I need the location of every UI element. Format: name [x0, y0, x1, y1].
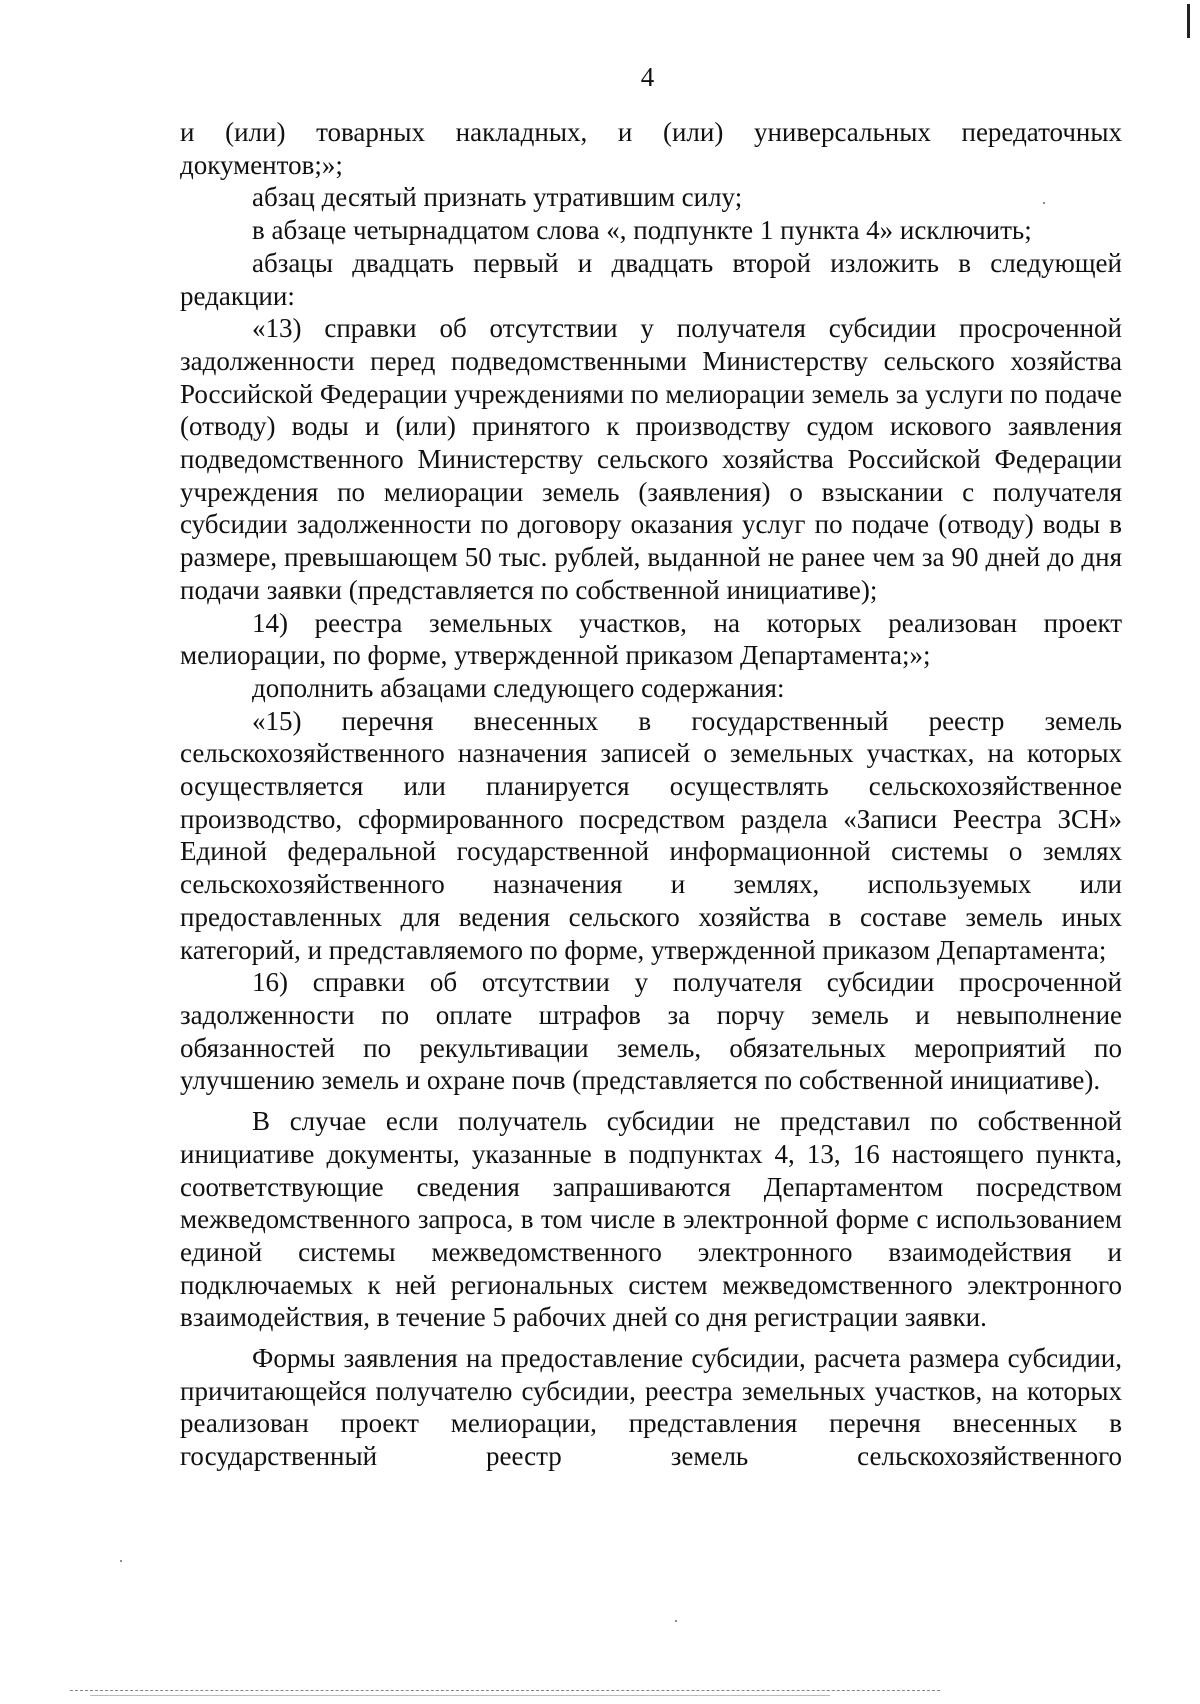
scan-speck — [120, 1560, 122, 1562]
scan-speck — [1043, 202, 1045, 204]
page-number: 4 — [640, 62, 655, 92]
bottom-scan-line — [70, 1690, 940, 1691]
paragraph-2: абзац десятый признать утратившим силу; — [252, 182, 743, 213]
scan-speck — [675, 1620, 677, 1622]
paragraph-6: 14) реестра земельных участков, на которых реализован проект мелиорации, по форме, утвержденной приказом Департамента;»; — [180, 607, 1122, 671]
paragraph-9: 16) справки об отсутствии у получателя субсидии просроченной задолженности по оплате штрафов за порчу земель и невыполнение обязанностей по рекультивации земель, обязательных мероприятий по улучшению земель и охране почв (представляется по собственной инициативе). — [180, 967, 1122, 1096]
paragraph-5: «13) справки об отсутствии у получателя субсидии просроченной задолженности перед подведомственными Министерству сельского хозяйства Российской Федерации учреждениями по мелиорации земель за услуги по подаче (отводу) воды и (или) принятого к производству судом искового заявления подведомственного Министерству сельского хозяйства Российской Федерации учреждения по мелиорации земель (заявления) о взыскании с получателя субсидии задолженности по договору оказания услуг по подаче (отводу) воды в размере, превышающем 50 тыс. рублей, выданной не ранее чем за 90 дней до дня подачи заявки (представляется по собственной инициативе); — [180, 313, 1122, 605]
paragraph-10: В случае если получатель субсидии не представил по собственной инициативе документы, указанные в подпунктах 4, 13, 16 настоящего пункта, соответствующие сведения запрашиваются Департаментом посредством межведомственного запроса, в том числе в электронной форме с использованием единой системы межведомственного электронного взаимодействия и подключаемых к ней региональных систем межведомственного электронного взаимодействия, в течение 5 рабочих дней со дня регистрации заявки. — [180, 1106, 1122, 1333]
paragraph-7: дополнить абзацами следующего содержания: — [252, 672, 785, 703]
scan-edge-mark — [1187, 4, 1190, 38]
paragraph-8: «15) перечня внесенных в государственный реестр земель сельскохозяйственного назначения записей о земельных участках, на которых осуществляется или планируется осуществлять сельскохозяйственное производство, сформированного посредством раздела «Записи Реестра ЗСН» Единой федеральной государственной информационной системы о землях сельскохозяйственного назначения и землях, используемых или предоставленных для ведения сельского хозяйства в составе земель иных категорий, и представляемого по форме, утвержденной приказом Департамента; — [180, 705, 1122, 965]
paragraph-3: в абзаце четырнадцатом слова «, подпункте 1 пункта 4» исключить; — [252, 215, 1032, 246]
bottom-scan-line — [90, 1695, 830, 1696]
document-body — [180, 116, 1122, 1473]
paragraph-11: Формы заявления на предоставление субсидии, расчета размера субсидии, причитающейся получателю субсидии, реестра земельных участков, на которых реализован проект мелиорации, представления перечня внесенных в государственный реестр земель сельскохозяйственного — [180, 1343, 1122, 1472]
paragraph-1: и (или) товарных накладных, и (или) универсальных передаточных документов;»; — [180, 117, 1122, 180]
paragraph-4: абзацы двадцать первый и двадцать второй изложить в следующей редакции: — [180, 247, 1122, 311]
